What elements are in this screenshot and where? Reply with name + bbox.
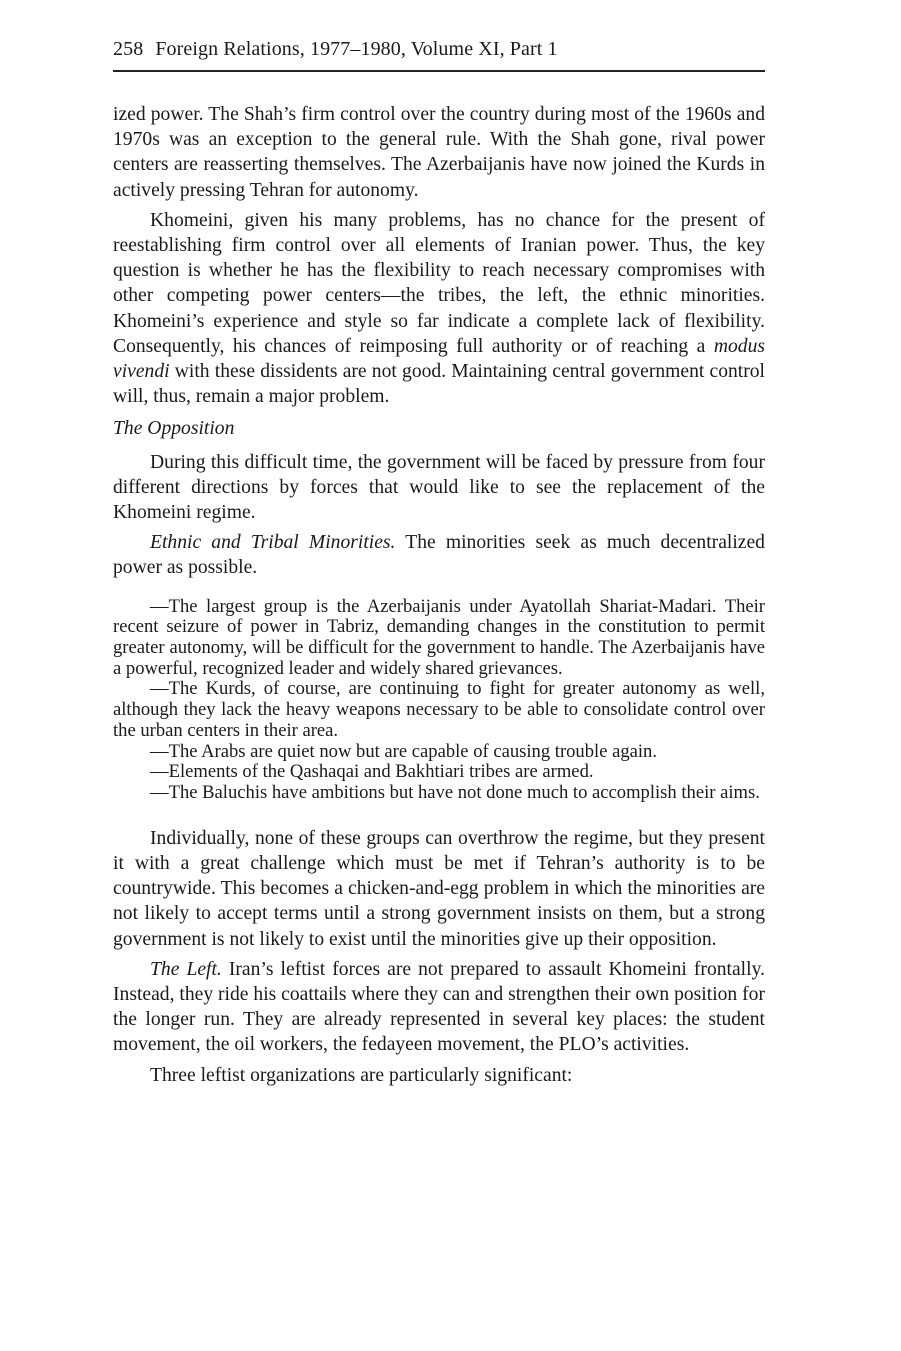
paragraph-2 xyxy=(113,208,765,410)
paragraph-3: During this difficult time, the government will be faced by pressure from four different directions by forces that would like to see the replacement of the Khomeini regime. xyxy=(113,451,765,524)
document-page xyxy=(113,36,765,1093)
paragraph-2-text-b: with these dissidents are not good. Maintaining central government control will, thus, remain a major problem. xyxy=(113,361,765,408)
section-subhead: The Opposition xyxy=(113,418,235,440)
paragraph-7: Three leftist organizations are particularly significant: xyxy=(150,1064,573,1086)
paragraph-5: Individually, none of these groups can overthrow the regime, but they present it with a great challenge which must be met if Tehran’s authority is to be countrywide. This becomes a chicken-and-egg problem in which the minorities are not likely to accept terms until a strong government insists on them, but a strong government is not likely to exist until the minorities give up their opposition. xyxy=(113,827,765,950)
paragraph-6 xyxy=(113,957,765,1058)
paragraph-6-runin-head: The Left. xyxy=(150,958,222,980)
running-title: Foreign Relations, 1977–1980, Volume XI, Part 1 xyxy=(155,38,558,60)
paragraph-2-text-a: Khomeini, given his many problems, has no chance for the present of reestablishing firm control over all elements of Iranian power. Thus, the key question is whether he has the flexibility to reach necessary compromises with other competing power centers—the tribes, the left, the ethnic minorities. Khomeini’s experience and style so far indicate a complete lack of flexibility. Consequently, his chances of reimposing full authority or of reaching a xyxy=(113,209,765,357)
paragraph-4-text: The minorities seek as much decentralized power as possible. xyxy=(113,532,765,579)
paragraph-1: ized power. The Shah’s firm control over the country during most of the 1960s and 1970s was an exception to the general rule. With the Shah gone, rival power centers are reasserting themselves. The Azerbaijanis have now joined the Kurds in actively pressing Tehran for autonomy. xyxy=(113,104,765,201)
paragraph-4-runin-head: Ethnic and Tribal Minorities. xyxy=(150,532,396,554)
running-header xyxy=(113,36,765,72)
paragraph-6-text: Iran’s leftist forces are not prepared to assault Khomeini frontally. Instead, they ride his coattails where they can and strengthen their own position for the longer run. They are already represented in several key places: the student movement, the oil workers, the fedayeen movement, the PLO’s activities. xyxy=(113,958,765,1056)
paragraph-4 xyxy=(113,530,765,580)
paragraph-2-emphasis: modus vivendi xyxy=(113,335,765,383)
page-number: 258 xyxy=(113,38,144,60)
list-item: —The Kurds, of course, are continuing to fight for greater autonomy as well, although they lack the heavy weapons necessary to be able to consolidate control over the urban centers in their area. xyxy=(113,678,765,741)
list-item: —The Baluchis have ambitions but have not done much to accomplish their aims. xyxy=(150,781,760,803)
list-item: —The largest group is the Azerbaijanis under Ayatollah Shariat-Madari. Their recent seizure of power in Tabriz, demanding changes in the constitution to permit greater autonomy, will be difficult for the government to handle. The Azerbaijanis have a powerful, recognized leader and widely shared grievances. xyxy=(113,595,765,679)
minorities-list xyxy=(113,597,765,804)
list-item: —The Arabs are quiet now but are capable of causing trouble again. xyxy=(150,740,658,762)
body-text xyxy=(113,102,765,1088)
list-item: —Elements of the Qashaqai and Bakhtiari tribes are armed. xyxy=(150,761,594,783)
